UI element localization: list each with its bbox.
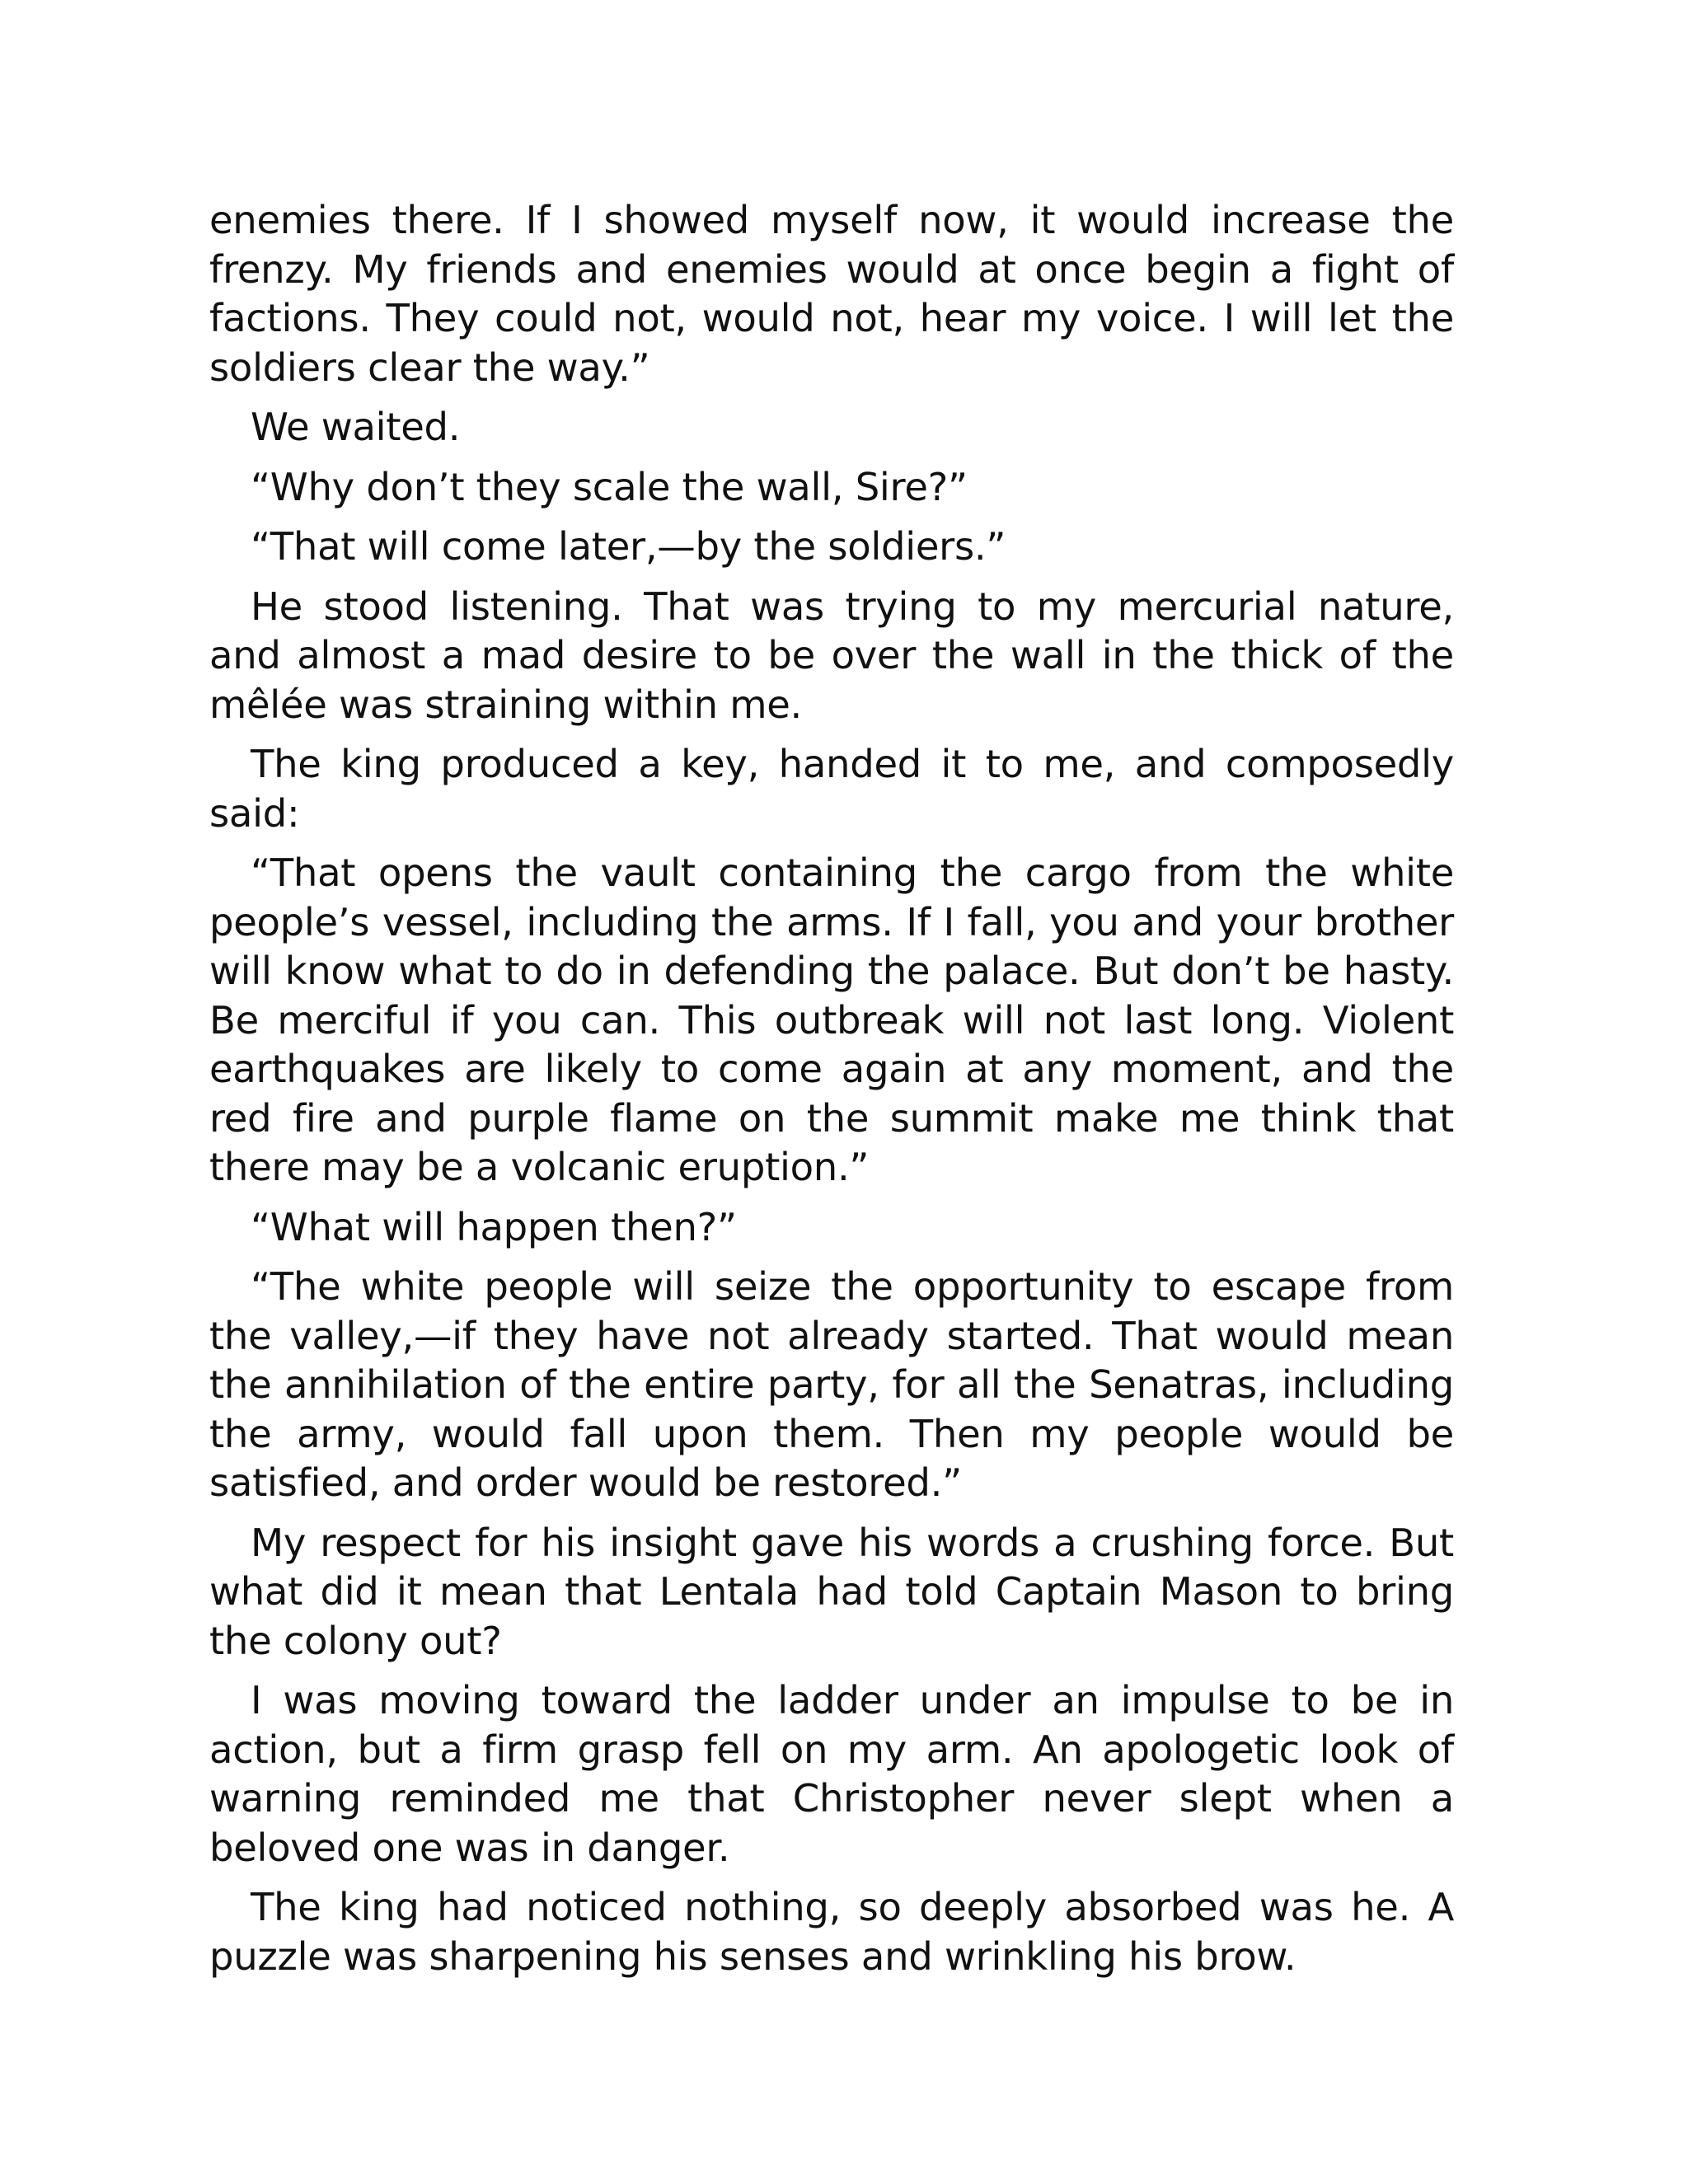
page-body [209,196,1454,1992]
paragraph: “The white people will seize the opportunity to escape from the valley,—if they have not already started. That would mean the annihilation of the entire party, for all the Senatras, including the army, would fall upon them. Then my people would be satisfied, and order would be restored.” [209,1264,1454,1505]
paragraph: The king had noticed nothing, so deeply absorbed was he. A puzzle was sharpening his senses and wrinkling his brow. [209,1885,1454,1979]
paragraph: enemies there. If I showed myself now, it would increase the frenzy. My friends and enemies would at once begin a fight of factions. They could not, would not, hear my voice. I will let the soldiers clear the way.” [209,198,1454,390]
paragraph: The king produced a key, handed it to me, and composedly said: [209,742,1454,836]
paragraph: We waited. [251,405,461,449]
paragraph: “What will happen then?” [251,1204,737,1249]
paragraph: “That will come later,—by the soldiers.” [251,524,1006,569]
paragraph: I was moving toward the ladder under an impulse to be in action, but a firm grasp fell on my arm. An apologetic look of warning reminded me that Christopher never slept when a beloved one was in danger. [209,1678,1454,1870]
paragraph: “That opens the vault containing the cargo from the white people’s vessel, including the arms. If I fall, you and your brother will know what to do in defending the palace. But don’t be hasty. Be merciful if you can. This outbreak will not last long. Violent earthquakes are likely to come again at any moment, and the red fire and purple flame on the summit make me think that there may be a volcanic eruption.” [209,851,1454,1189]
paragraph: “Why don’t they scale the wall, Sire?” [251,464,968,509]
paragraph: He stood listening. That was trying to my mercurial nature, and almost a mad desire to be over the wall in the thick of the mêlée was straining within me. [209,583,1454,727]
paragraph: My respect for his insight gave his words a crushing force. But what did it mean that Lentala had told Captain Mason to bring the colony out? [209,1520,1454,1663]
